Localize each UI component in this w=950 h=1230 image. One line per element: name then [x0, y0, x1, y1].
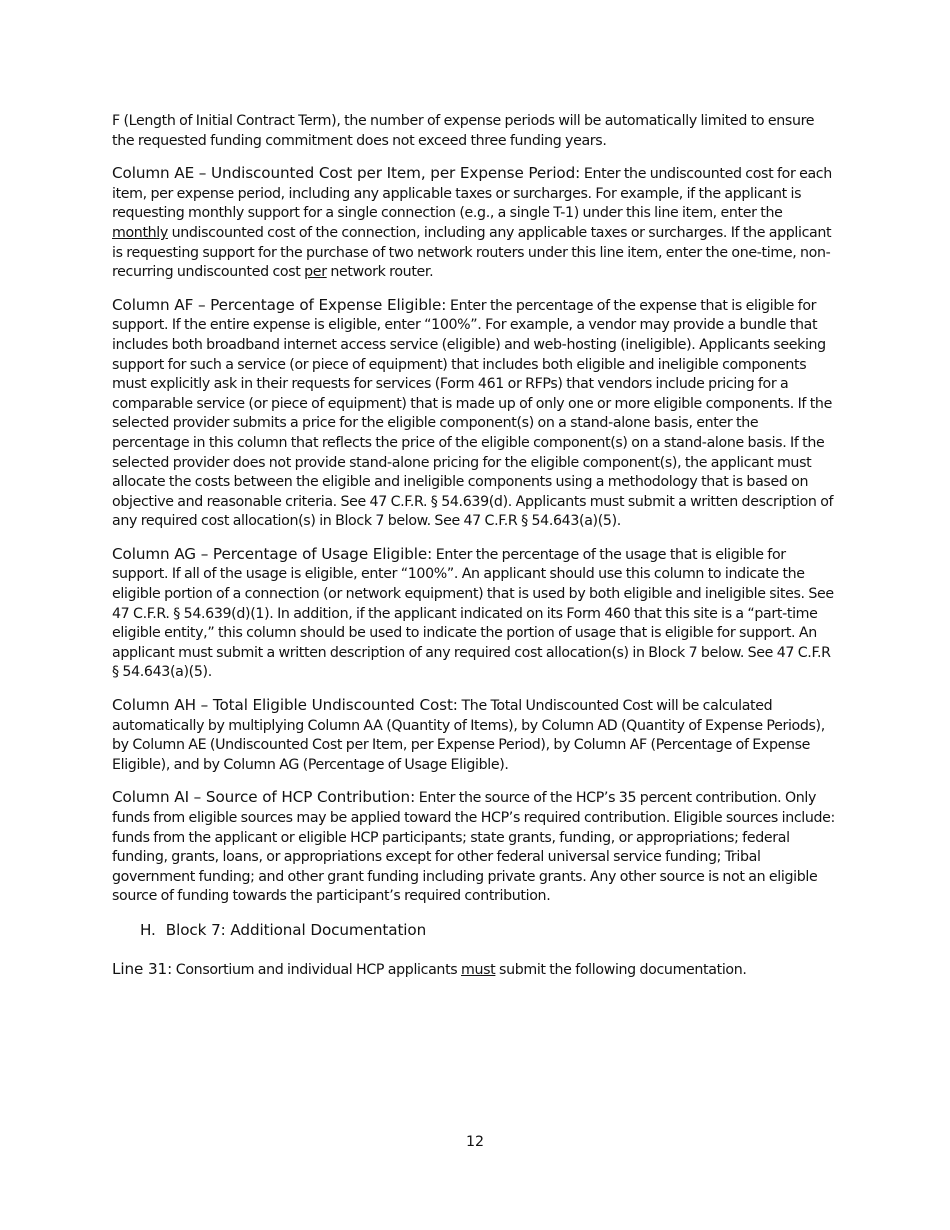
column-ag-paragraph [112, 545, 838, 683]
column-ae-paragraph [112, 164, 838, 283]
section-h-title: Block 7: Additional Documentation [165, 920, 427, 939]
column-ai-paragraph [112, 788, 838, 907]
column-ah-term: Column AH – Total Eligible Undiscounted Cost: [112, 696, 458, 715]
column-ai-text: Enter the source of the HCP’s 35 percent contribution. Only funds from eligible sources may be applied toward the HCP’s required contribution. Eligible sources include: funds from the applicant or eligible HCP participants; state grants, funding, or appropriations; federal funding, grants, loans, or appropriations except for other federal universal service funding; Tribal government funding; and other grant funding including private grants. Any other source is not an eligible source of funding towards the participant’s required contribution. [112, 790, 835, 905]
column-af-paragraph [112, 296, 838, 532]
column-ai-term: Column AI – Source of HCP Contribution: [112, 788, 416, 807]
column-ae-underlined-per: per [304, 264, 327, 281]
line-31-underlined-must: must [461, 961, 496, 978]
column-af-text: Enter the percentage of the expense that is eligible for support. If the entire expense is eligible, enter “100%”. For example, a vendor may provide a bundle that includes both broadband internet access service (eligible) and web-hosting (ineligible). Applicants seeking support for such a service (or piece of equipment) that includes both eligible and ineligible components must explicitly ask in their requests for services (Form 461 or RFPs) that vendors include pricing for a comparable service (or piece of equipment) that is made up of only one or more eligible components. If the selected provider submits a price for the eligible component(s) on a stand-alone basis, enter the percentage in this column that reflects the price of the eligible component(s) on a stand-alone basis. If the selected provider does not provide stand-alone pricing for the eligible component(s), the applicant must allocate the costs between the eligible and ineligible components using a methodology that is based on objective and reasonable criteria. See 47 C.F.R. § 54.639(d). Applicants must submit a written description of any required cost allocation(s) in Block 7 below. See 47 C.F.R § 54.643(a)(5). [112, 297, 834, 530]
line-31-text-a: Consortium and individual HCP applicants [172, 961, 461, 978]
column-ae-underlined-monthly: monthly [112, 224, 168, 241]
line-31-text-b: submit the following documentation. [495, 961, 747, 978]
column-ae-text-c: network router. [326, 264, 434, 281]
line-31-term: Line 31: [112, 959, 173, 978]
section-h-heading [140, 921, 838, 941]
column-ae-text-a: Enter the undiscounted cost for each item, per expense period, including any applicable taxes or surcharges. For example, if the applicant is requesting monthly support for a single connection (e.g., a single T-1) under this line item, enter the [112, 166, 832, 222]
section-h-number: H. [140, 920, 156, 939]
document-page [112, 112, 838, 993]
intro-paragraph: F (Length of Initial Contract Term), the number of expense periods will be automatically limited to ensure the requested funding commitment does not exceed three funding years. [112, 113, 815, 149]
line-31-paragraph [112, 960, 838, 981]
column-ag-term: Column AG – Percentage of Usage Eligible: [112, 544, 433, 563]
column-ah-text: The Total Undiscounted Cost will be calculated automatically by multiplying Column AA (Quantity of Items), by Column AD (Quantity of Expense Periods), by Column AE (Undiscounted Cost per Item, per Expense Period), by Column AF (Percentage of Expense Eligible), and by Column AG (Percentage of Usage Eligible). [112, 698, 825, 773]
column-ae-term: Column AE – Undiscounted Cost per Item, per Expense Period: [112, 164, 581, 183]
column-ae-text-b: undiscounted cost of the connection, including any applicable taxes or surcharges. If the applicant is requesting support for the purchase of two network routers under this line item, enter the one-time, non-recurring undiscounted cost [112, 224, 832, 281]
column-ah-paragraph [112, 696, 838, 775]
page-number: 12 [465, 1134, 485, 1150]
column-af-term: Column AF – Percentage of Expense Eligible: [112, 295, 447, 314]
column-ag-text: Enter the percentage of the usage that is eligible for support. If all of the usage is eligible, enter “100%”. An applicant should use this column to indicate the eligible portion of a connection (or network equipment) that is used by both eligible and ineligible sites. See 47 C.F.R. § 54.639(d)(1). In addition, if the applicant indicated on its Form 460 that this site is a “part-time eligible entity,” this column should be used to indicate the portion of usage that is eligible for support. An applicant must submit a written description of any required cost allocation(s) in Block 7 below. See 47 C.F.R § 54.643(a)(5). [112, 546, 834, 681]
